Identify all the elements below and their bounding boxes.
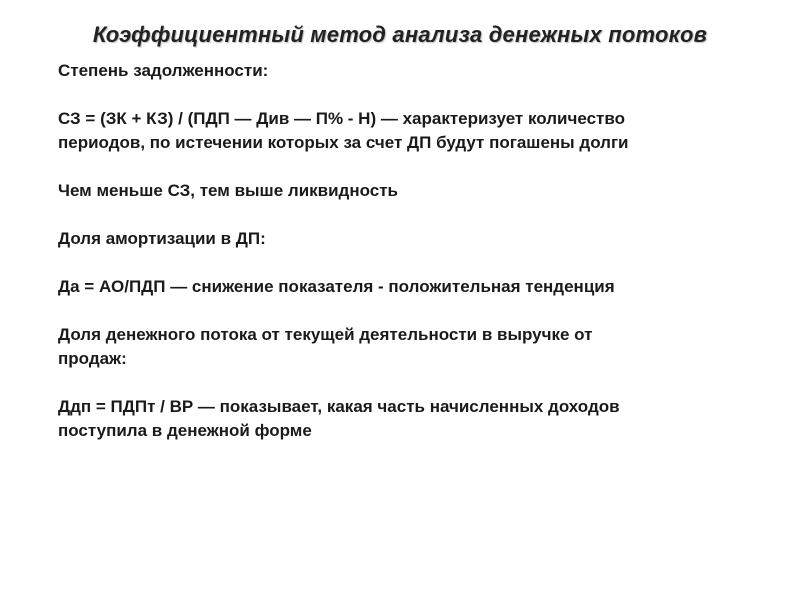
text-line: Чем меньше СЗ, тем выше ликвидность <box>58 181 398 200</box>
paragraph-debt-degree-heading <box>58 59 758 83</box>
text-line: продаж: <box>58 349 127 368</box>
text-line: Ддп = ПДПт / ВР — показывает, какая часть начисленных доходов <box>58 397 620 416</box>
text-line: периодов, по истечении которых за счет ДП будут погашены долги <box>58 133 629 152</box>
paragraph-depreciation-formula <box>58 275 758 299</box>
paragraph-cashflow-share-heading <box>58 323 758 371</box>
paragraph-debt-degree-formula <box>58 107 758 155</box>
text-line: Доля денежного потока от текущей деятельности в выручке от <box>58 325 593 344</box>
text-line: Степень задолженности: <box>58 61 269 80</box>
text-line: поступила в денежной форме <box>58 421 312 440</box>
text-line: Да = АО/ПДП — снижение показателя - положительная тенденция <box>58 277 615 296</box>
text-line: Доля амортизации в ДП: <box>58 229 266 248</box>
slide-body <box>58 59 758 467</box>
slide-title: Коэффициентный метод анализа денежных потоков <box>92 22 708 47</box>
paragraph-liquidity-note <box>58 179 758 203</box>
paragraph-depreciation-heading <box>58 227 758 251</box>
paragraph-cashflow-share-formula <box>58 395 758 443</box>
text-line: СЗ = (ЗК + КЗ) / (ПДП — Див — П% - Н) — характеризует количество <box>58 109 625 128</box>
